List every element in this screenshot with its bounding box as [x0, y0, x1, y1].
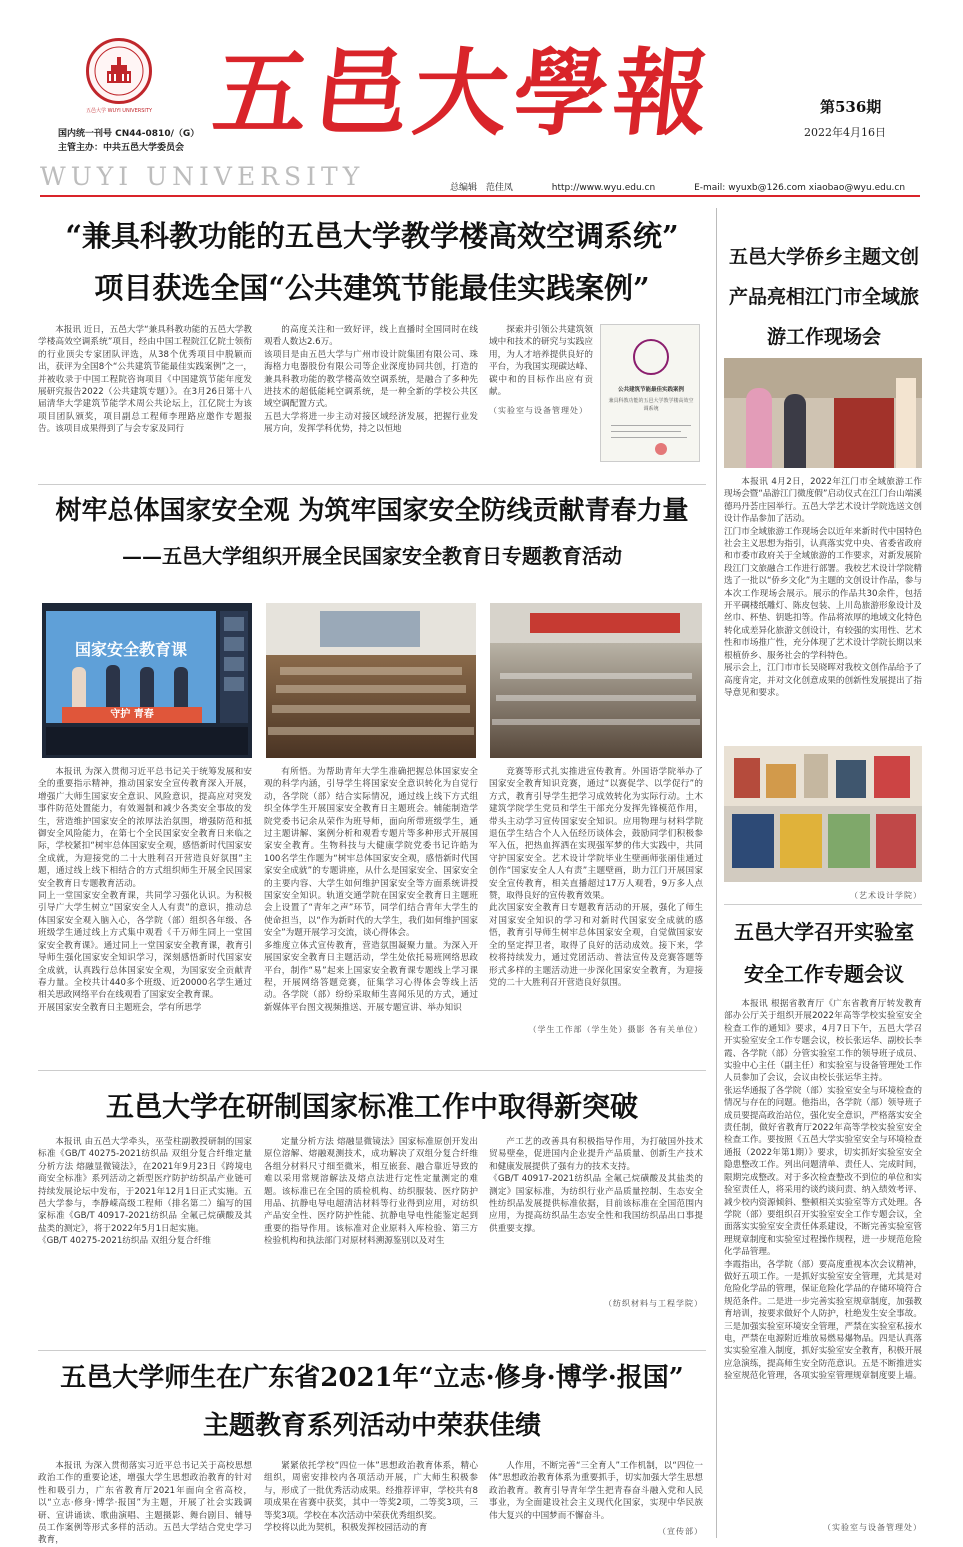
masthead-title: 五邑大學報	[208, 39, 720, 149]
culture-credit: （艺术设计学院）	[850, 891, 922, 900]
seal-icon	[89, 41, 149, 101]
article-lab	[724, 908, 924, 1542]
university-seal	[86, 38, 152, 114]
security-body-col3: 竞赛等形式扎实推进宣传教育。外国语学院举办了国家安全教育知识竞赛，通过“以赛促学、以学促行”的方式，教育引导学生把学习成效转化为实际行动。土木建筑学院学生党员和学生干部充分发挥先锋模范作用，带头主动学习宣传国家安全知识。应用物理与材料学院退伍学生结合个人入伍经历谈体会，鼓励同学们积极参军入伍，把热血挥洒在实现强军梦的伟大实践中，共同守护国家安全。艺术设计学院毕业生壁画师张丽佳通过创作“国家安全人人有责”主题壁画，助力江门开展国家安全宣传教育，相关直播超过17万人观看，9万多人点赞，取得良好的宣传教育效果。 此次国家安全教育日专题教育活动的开展，强化了师生对国家安全知识的学习和对新时代国家安全成就的感悟，教育引导师生树牢总体国家安全观，自觉做国家安全的坚定捍卫者，取得了良好的活动成效。接下来，学校将持续发力，通过党团活动、普法宣传及竞赛答题等形式多样的主题活动进一步深化国家安全教育，为迎接党的二十大胜利召开营造良好氛围。	[489, 767, 703, 988]
issue-number: 第536期	[820, 98, 882, 116]
standard-body-col1: 本报讯 由五邑大学牵头，巫莹柱副教授研制的国家标准《GB/T 40275-2021纺织品 双组分复合纤维定量分析方法 熔融显微镜法》，在2021年9月23日《跨境电商安全标准》系列活动之新型医疗防护纺织品产业链可持续发展论坛中发布，于2021年12月1日正式实施。五邑大学参与，李静嵘高级工程师（排名第二）编写的国家标准《GB/T 40917-2021纺织品 全氟己烷磺酸及其盐类的测定》，将于2022年5月1日起实施。 《GB/T 40275-2021纺织品 双组分复合纤维	[38, 1137, 252, 1247]
security-divider	[38, 1070, 706, 1071]
standard-title: 五邑大学在研制国家标准工作中取得新突破	[105, 1090, 638, 1123]
photo-lecture-hall	[490, 603, 702, 758]
photo-products	[724, 746, 922, 882]
security-title-line1: 树牢总体国家安全观 为筑牢国家安全防线贡献青春力量	[55, 496, 689, 526]
patriot-body-col3: 人作用，不断完善“三全育人”工作机制，以“四位一体”思想政治教育体系为重要抓手，切实加强大学生思想政治教育。教育引导青年学生把青春奋斗融入党和人民事业，为全面建设社会主义现代化国家，实现中华民族伟大复兴的中国梦而不懈奋斗。	[489, 1461, 703, 1521]
culture-body: 本报讯 4月2日，2022年江门市全域旅游工作现场会暨“品游江门微度假”启动仪式在江门台山端溪德玛丹荟庄园举行。五邑大学艺术设计学院选送文创设计作品参加了活动。 江门市全域旅游工作现场会以近年来新时代中国特色社会主义思想为指引，认真落实党中央、省委省政府和市委市政府关于全域旅游的工作要求，对新发展阶段江门文旅融合工作进行部署。我校艺术设计学院精选了一批以“侨乡文化”为主题的文创设计作品，参与本次工作现场会展示。展示的作品共30余件，包括开平碉楼纸雕灯、陈皮包装、上川岛旅游形象设计及丝巾、杯垫、钥匙扣等。作品将浓厚的地域文化特色转化成差异化旅游文创设计，有较强的实用性、艺术性和市场推广性，充分体现了艺术设计学院长期以来根植侨乡、服务社会的学科特色。 展示会上，江门市市长吴晓晖对我校文创作品给予了高度肯定，并对文化创意成果的创新性发展提出了指导意见和要求。	[724, 477, 922, 698]
culture-title-line3: 游工作现场会	[766, 326, 881, 348]
standard-body-col2: 定量分析方法 熔融显微镜法》国家标准原创开发出原位溶解、熔融观测技术，成功解决了双组分复合纤维各组分材料尺寸细至微米，相互嵌套、融合靠近导致的难以采用常规溶解法及熔点法进行定性定量测定的难题。该标准已在全国的质检机构、纺织服装、医疗防护用品、抗静电导电超清洁材料等行业得到应用，对纺织产品安全性、医疗防护性能、抗静电导电性能鉴定起到重要的指导作用。该标准对企业原料入库检验、第三方检验机构和执法部门对原材料溯源鉴别以及对生	[264, 1137, 478, 1247]
patriot-credit: （宣传部）	[658, 1527, 703, 1536]
photo-online-class	[42, 603, 252, 758]
english-name: WUYI UNIVERSITY	[40, 162, 365, 191]
hvac-title-line1: “兼具科教功能的五邑大学教学楼高效空调系统”	[65, 219, 679, 253]
sponsor: 主管主办：中共五邑大学委员会	[58, 143, 185, 153]
masthead	[0, 0, 963, 200]
patriot-title-line1: 五邑大学师生在广东省2021年“立志·修身·博学·报国”	[60, 1363, 684, 1393]
seal-text: 五邑大学 WUYI UNIVERSITY	[86, 108, 152, 114]
article-culture	[724, 208, 924, 908]
hvac-body-col3: 探索并引领公共建筑领域中和技术的研究与实践应用，为人才培养提供良好的平台，为我国实现碳达峰、碳中和的目标作出应有贡献。	[489, 325, 593, 398]
email: E-mail: wyuxb@126.com xiaobao@wyu.edu.cn	[694, 183, 906, 193]
security-title-line2: ——五邑大学组织开展全民国家安全教育日专题教育活动	[122, 544, 622, 568]
article-standard	[38, 1074, 706, 1346]
hvac-title-line2: 项目获选全国“公共建筑节能最佳实践案例”	[94, 271, 650, 305]
culture-title-line2: 产品亮相江门市全域旅	[728, 286, 919, 308]
certificate-image	[600, 324, 700, 462]
hvac-credit: （实验室与设备管理处）	[489, 406, 588, 415]
certificate-title: 公共建筑节能最佳实践案例	[617, 387, 684, 393]
patriot-body-col1: 本报讯 为深入贯彻落实习近平总书记关于高校思想政治工作的重要论述，增强大学生思想政治教育的针对性和吸引力，广东省教育厅2021年面向全省高校，以“立志·修身·博学·报国”为主题，开展了社会实践调研、宣讲诵读、歌曲演唱、主题摄影、舞台剧目、辅导员工作案例等形式多样的活动。五邑大学结合党史学习教育，	[38, 1461, 252, 1546]
standard-body-col3: 产工艺的改善具有积极指导作用，为打破国外技术贸易壁垒，促进国内企业提升产品质量、创新生产技术和健康发展提供了强有力的技术支持。 《GB/T 40917-2021纺织品 全氟己烷磺酸及其盐类的测定》国家标准，为纺织行业产品质量控制、生态安全性纺织品发展提供标准依据，目前该标准在全国范围内应用，为提高纺织品生态安全性和我国纺织品出口事提供重要支撑。	[489, 1137, 703, 1234]
certificate-subtitle: 兼具科教功能的五邑大学教学楼高效空调系统	[608, 398, 694, 412]
editor-label: 总编辑	[450, 183, 478, 193]
standard-credit: （纺织材料与工程学院）	[604, 1299, 703, 1308]
hvac-body-col2: 的高度关注和一致好评，线上直播时全国同时在线观看人数达2.6万。 该项目是由五邑大学与广州市设计院集团有限公司、珠海格力电器股份有限公司等企业深度协同共创，打造的兼具科教功能的教学楼高效空调系统，是融合了多种先进技术的超低能耗空调系统，是一种全新的学校公共区域空调配置方式。 五邑大学将进一步主动对接区域经济发展，把握行业发展方向，发挥学科优势，持之以恒地	[264, 325, 478, 435]
photo-classroom	[266, 603, 476, 758]
lab-title-line2: 安全工作专题会议	[744, 962, 904, 986]
lab-title-line1: 五邑大学召开实验室	[734, 920, 914, 944]
website: http://www.wyu.edu.cn	[551, 183, 656, 193]
culture-divider	[724, 904, 922, 905]
photo-exhibition	[724, 358, 922, 468]
certificate-emblem	[633, 339, 669, 375]
editor-name: 范佳凤	[485, 183, 513, 193]
culture-title-line1: 五邑大学侨乡主题文创	[728, 246, 919, 268]
masthead-info-bar	[450, 180, 920, 193]
security-body-col1: 本报讯 为深入贯彻习近平总书记关于统筹发展和安全的重要指示精神，推动国家安全宣传教育深入开展，增强广大师生国家安全意识、风险意识，提高应对突发事件防范处置能力，有效遏制和减少各类安全事故的发生，营造维护国家安全的浓厚法治氛围，增强防范和抵御安全风险能力，在第七个全民国家安全教育日来临之际，学校紧扣“树牢总体国家安全观，感悟新时代国家安全成就，为迎接党的二十大胜利召开营造良好氛围”主题，通过线上线下相结合的方式组织师生开展全民国家安全教育日专题教育活动。 同上一堂国家安全教育课，共同学习强化认识。为积极引导广大学生树立“国家安全人人有责”的意识，推动总体国家安全观入脑入心，各学院（部）组织各年级、各班级学生通过线上方式集中观看《千万师生同上一堂国家安全教育课》。通过同上一堂国家安全教育课，教育引导师生强化国家安全知识学习，深刻感悟新时代国家安全成就，认真践行总体国家安全观，为国家安全贡献青春力量。全校共计440多个班级、近20000名学生通过相关思政网络平台在线观看了国家安全教育课。 开展国家安全教育日主题班会，学有所思学	[38, 767, 252, 1013]
masthead-rule	[40, 195, 920, 197]
lab-body: 本报讯 根据省教育厅《广东省教育厅转发教育部办公厅关于组织开展2022年高等学校实验室安全检查工作的通知》要求，4月7日下午，五邑大学召开实验室安全工作专题会议，校长张运华、副校长李霞、各学院（部）分管实验室工作的领导班子成员、实验中心主任（副主任）和实验室与设备管理处工作人员参加了会议，会议由校长张运华主持。 张运华通报了各学院（部）实验室安全与环境检查的情况与存在的问题。他指出，各学院（部）领导班子成员要提高政治站位，强化安全意识，严格落实安全责任制，做好省教育厅2022年高等学校实验室安全检查工作。要按照《五邑大学实验室安全与环境检查通报（2022年第1期）》要求，切实抓好实验室安全隐患整改工作。列出问题清单、责任人、完成时间，限期完成整改。对于多次检查整改不到位的单位和实验室责任人，将采用约谈约谈问责、纳入绩效考评、减少校内资源倾斜、整顿相关实验室等方式处理。各学院（部）要组织召开实验室安全工作专题会议，全面落实实验室安全责任体系建设，不断完善实验室管理规章制度和实验室过程操作规程，进一步规范危险化学品管理。 李霞指出，各学院（部）要高度重视本次会议精神，做好五项工作。一是抓好实验室安全管理，尤其是对危险化学品的管理，保证危险化学品的存储环境符合规范条件。二是进一步完善实验室规章制度，加强教育培训，按要求做好个人防护，杜绝发生安全事故。三是加强实验室环境安全管理，严禁在实验室私接水电，严禁在电源附近堆放易燃易爆物品。四是认真落实实验室准入制度，抓好实验室安全教育，积极开展应急演练，提高师生安全防范意识。五是不断推进实验室规范化管理，各项实验室管理规章制度要上墙。	[724, 999, 922, 1382]
standard-divider	[38, 1350, 706, 1351]
lab-credit: （实验室与设备管理处）	[823, 1523, 922, 1532]
patriot-body-col2: 紧紧依托学校“四位一体”思想政治教育体系，精心组织，周密安排校内各项活动开展，广大师生积极参与，形成了一批优秀活动成果。经推荐评审，学校共有8项成果在省赛中获奖，其中一等奖2项，二等奖3项，三等奖3项。学校在本次活动中荣获优秀组织奖。 学校将以此为契机，积极发挥校园活动的育	[264, 1461, 478, 1534]
security-credit: （学生工作部（学生处）摄影 各有关单位）	[528, 1025, 703, 1034]
hvac-divider	[38, 484, 706, 485]
screen-banner: 守护 青春	[62, 707, 202, 723]
column-divider	[716, 208, 717, 1538]
article-hvac	[38, 208, 706, 484]
security-body-col2: 有所悟。为帮助青年大学生准确把握总体国家安全观的科学内涵，引导学生将国家安全意识转化为自觉行动，各学院（部）结合实际情况，通过线上线下方式组织全体学生开展国家安全教育日主题班会。辅能制造学院党委书记余从荣作为班导师，面向所带班级学生，通过主题讲解、案例分析和观看专题片等多种形式开展国家安全教育。生物科技与大健康学院党委书记许皓为100名学生作题为“树牢总体国家安全观，感悟新时代国家安全成就”的专题讲座，从什么是国家安全、国家安全的主要内容、大学生如何维护国家安全等方面系统讲授国家安全知识。轨道交通学院在国家安全教育日主题班会上设置了“青年之声”环节，同学们结合青年大学生的使命担当，以“作为新时代的大学生，我们如何维护国家安全”为题开展学习交流，谈心得体会。 多维度立体式宣传教育，营造氛围凝聚力量。为深入开展国家安全教育日主题活动，学生处依托易班网络思政平台，制作“易”起来上国家安全教育课专题线上学习课程，开展网络答题竞赛，征集学习心得体会等线上活动。各学院（部）纷纷采取师生喜闻乐见的方式，通过新媒体平台图文视频推送、开展专题宣讲、举办知识	[264, 767, 478, 1013]
screen-title: 国家安全教育课	[74, 640, 187, 659]
issue-date: 2022年4月16日	[804, 126, 886, 139]
article-patriot	[38, 1354, 706, 1546]
article-security	[38, 488, 706, 1048]
patriot-title-line2: 主题教育系列活动中荣获佳绩	[202, 1411, 541, 1441]
hvac-body-col1: 本报讯 近日，五邑大学“兼具科教功能的五邑大学教学楼高效空调系统”项目，经由中国工程院江亿院士领衔的行业顶尖专家团队评选，从38个优秀项目中脱颖而出，获评为全国8个“公共建筑节能最佳实践案例”之一，并被收录于中国工程院咨询项目《中国建筑节能年度发展研究报告2022（公共建筑专题）》。在3月26日第十八届清华大学建筑节能学术周公共论坛上，江亿院士为该项目团队颁奖，项目副总工程师李理路应邀作专题报告。该项目成果得到了与会专家及同行	[38, 325, 252, 435]
cn-number: 国内统一刊号 CN44-0810/（G）	[58, 129, 200, 139]
